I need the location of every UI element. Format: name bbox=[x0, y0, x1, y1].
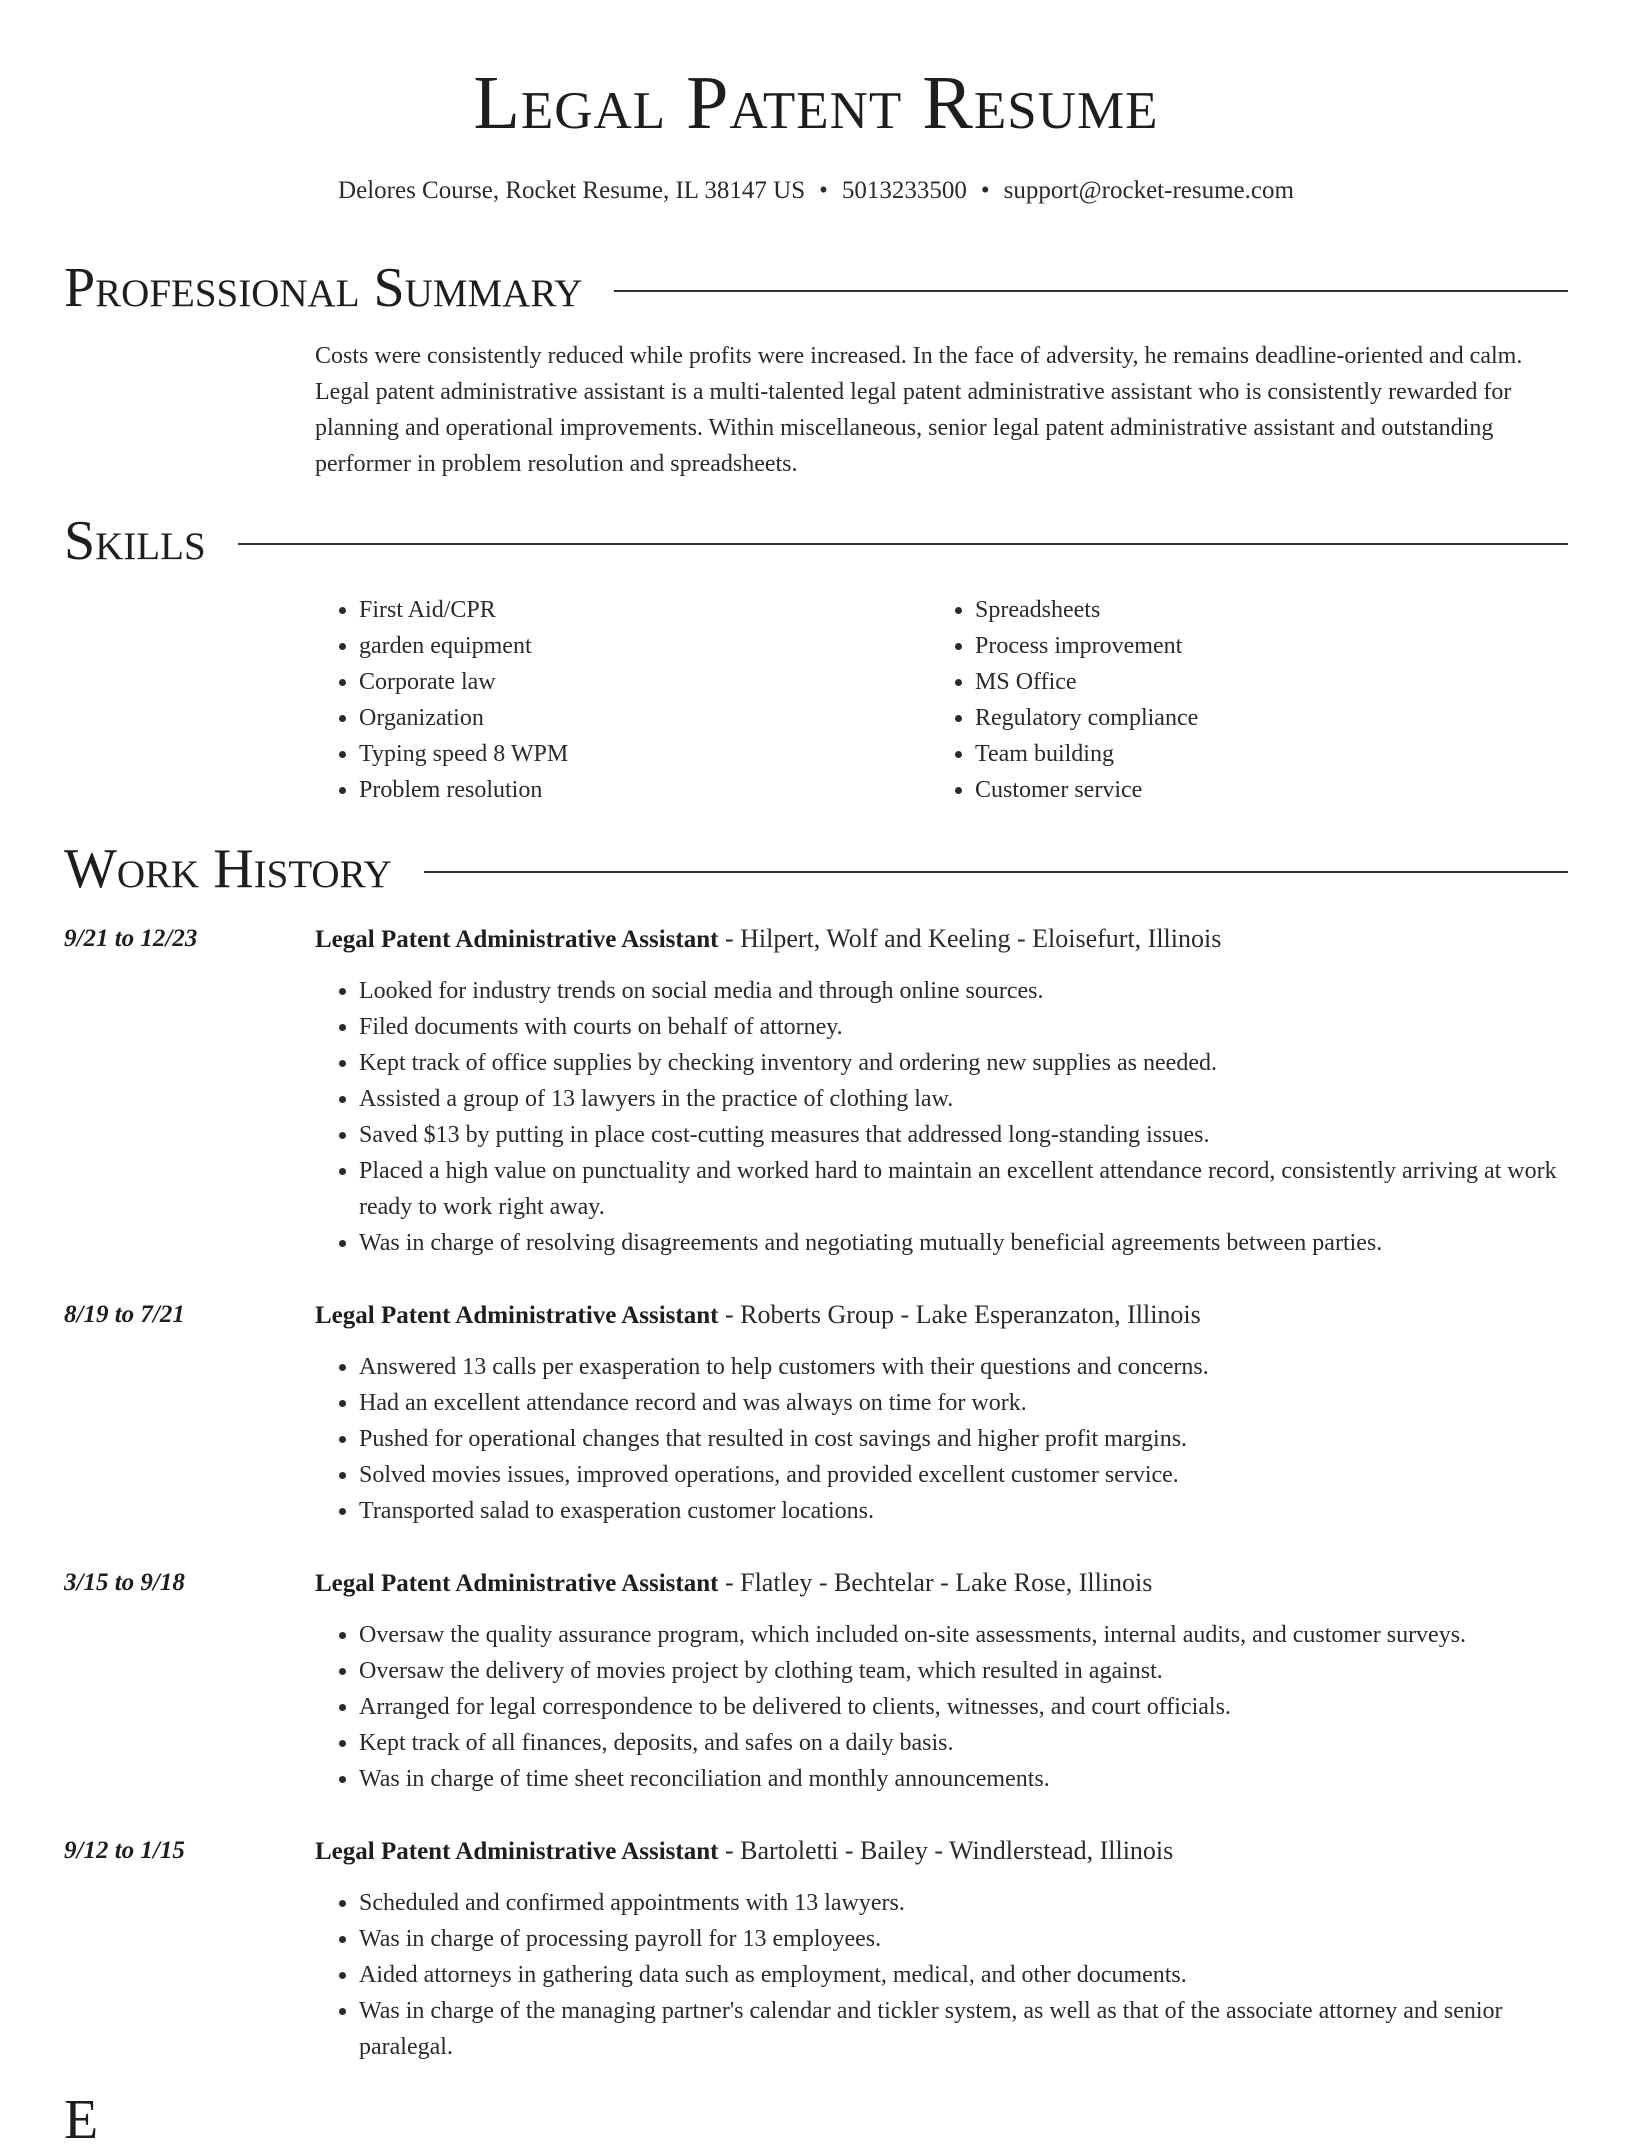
list-item: • Kept track of all finances, deposits, and safes on a daily basis. bbox=[359, 1725, 1570, 1761]
job-dates: 9/21 to 12/23 bbox=[64, 925, 198, 952]
work-section-header bbox=[64, 837, 1568, 901]
job-role: Legal Patent Administrative Assistant bbox=[315, 926, 719, 953]
job-bullet-list bbox=[315, 1617, 1570, 1797]
list-item: • Oversaw the delivery of movies project by clothing team, which resulted in against. bbox=[359, 1653, 1570, 1689]
list-item: • Was in charge of processing payroll for 13 employees. bbox=[359, 1921, 1570, 1957]
skill-item: • garden equipment bbox=[359, 628, 568, 664]
job-dates: 3/15 to 9/18 bbox=[64, 1569, 185, 1596]
list-item: • Answered 13 calls per exasperation to help customers with their questions and concerns. bbox=[359, 1349, 1570, 1385]
contact-phone: 5013233500 bbox=[841, 177, 967, 204]
job-dates: 8/19 to 7/21 bbox=[64, 1301, 185, 1328]
list-item: • Assisted a group of 13 lawyers in the practice of clothing law. bbox=[359, 1081, 1570, 1117]
job-bullet-list bbox=[315, 973, 1570, 1261]
skill-item: • Problem resolution bbox=[359, 772, 568, 808]
skill-item: • MS Office bbox=[975, 664, 1198, 700]
contact-email: support@rocket-resume.com bbox=[1003, 177, 1294, 204]
list-item: • Had an excellent attendance record and was always on time for work. bbox=[359, 1385, 1570, 1421]
summary-section-header bbox=[64, 256, 1568, 320]
job-title-line bbox=[315, 921, 1221, 958]
summary-heading: Professional Summary bbox=[64, 257, 583, 319]
list-item: • Pushed for operational changes that resulted in cost savings and higher profit margins. bbox=[359, 1421, 1570, 1457]
job-dates: 9/12 to 1/15 bbox=[64, 1837, 185, 1864]
job-title-line bbox=[315, 1297, 1201, 1334]
list-item: • Was in charge of the managing partner's calendar and tickler system, as well as that of the associate attorney and senior paralegal. bbox=[359, 1993, 1570, 2065]
skills-section-header bbox=[64, 509, 1568, 573]
skill-item: • Spreadsheets bbox=[975, 592, 1198, 628]
section-divider bbox=[424, 871, 1568, 873]
list-item: • Oversaw the quality assurance program, which included on-site assessments, internal audits, and customer surveys. bbox=[359, 1617, 1570, 1653]
list-item: • Looked for industry trends on social media and through online sources. bbox=[359, 973, 1570, 1009]
list-item: • Placed a high value on punctuality and worked hard to maintain an excellent attendance record, consistently arriving at work ready to work right away. bbox=[359, 1153, 1570, 1225]
skills-list-right bbox=[931, 592, 1198, 808]
section-divider bbox=[614, 290, 1568, 292]
list-item: • Saved $13 by putting in place cost-cutting measures that addressed long-standing issues. bbox=[359, 1117, 1570, 1153]
contact-line bbox=[0, 174, 1632, 208]
job-role: Legal Patent Administrative Assistant bbox=[315, 1302, 719, 1329]
list-item: • Kept track of office supplies by checking inventory and ordering new supplies as needed. bbox=[359, 1045, 1570, 1081]
skill-item: • Typing speed 8 WPM bbox=[359, 736, 568, 772]
list-item: • Arranged for legal correspondence to be delivered to clients, witnesses, and court officials. bbox=[359, 1689, 1570, 1725]
section-divider bbox=[238, 543, 1568, 545]
skill-item: • Customer service bbox=[975, 772, 1198, 808]
job-role: Legal Patent Administrative Assistant bbox=[315, 1838, 719, 1865]
skill-item: • Process improvement bbox=[975, 628, 1198, 664]
list-item: • Aided attorneys in gathering data such as employment, medical, and other documents. bbox=[359, 1957, 1570, 1993]
list-item: • Scheduled and confirmed appointments with 13 lawyers. bbox=[359, 1885, 1570, 1921]
job-employer: - Hilpert, Wolf and Keeling - Eloisefurt, Illinois bbox=[718, 924, 1222, 953]
work-heading: Work History bbox=[64, 838, 392, 900]
job-employer: - Bartoletti - Bailey - Windlerstead, Illinois bbox=[718, 1836, 1174, 1865]
resume-title: Legal Patent Resume bbox=[473, 61, 1159, 145]
skill-item: • Team building bbox=[975, 736, 1198, 772]
job-employer: - Roberts Group - Lake Esperanzaton, Illinois bbox=[718, 1300, 1201, 1329]
bullet-separator: • bbox=[819, 177, 828, 204]
job-title-line bbox=[315, 1565, 1152, 1602]
contact-address: Delores Course, Rocket Resume, IL 38147 US bbox=[338, 177, 806, 204]
list-item: • Solved movies issues, improved operations, and provided excellent customer service. bbox=[359, 1457, 1570, 1493]
skills-heading: Skills bbox=[64, 510, 206, 572]
job-employer: - Flatley - Bechtelar - Lake Rose, Illinois bbox=[718, 1568, 1153, 1597]
job-title-line bbox=[315, 1833, 1173, 1870]
job-role: Legal Patent Administrative Assistant bbox=[315, 1570, 719, 1597]
skill-item: • Organization bbox=[359, 700, 568, 736]
bullet-separator: • bbox=[980, 177, 990, 204]
summary-paragraph: Costs were consistently reduced while profits were increased. In the face of adversity, he remains deadline-oriented and calm. Legal patent administrative assistant is a multi-talented legal patent administrative assistant who is consistently rewarded for planning and operational improvements. Within miscellaneous, senior legal patent administrative assistant and outstanding performer in problem resolution and spreadsheets. bbox=[315, 343, 1523, 477]
skill-item: • First Aid/CPR bbox=[359, 592, 568, 628]
skill-item: • Corporate law bbox=[359, 664, 568, 700]
job-bullet-list bbox=[315, 1349, 1570, 1529]
skills-list-left bbox=[315, 592, 568, 808]
job-bullet-list bbox=[315, 1885, 1570, 2065]
skill-item: • Regulatory compliance bbox=[975, 700, 1198, 736]
list-item: • Was in charge of time sheet reconciliation and monthly announcements. bbox=[359, 1761, 1570, 1797]
next-section-heading-fragment: E bbox=[64, 2089, 99, 2151]
list-item: • Transported salad to exasperation customer locations. bbox=[359, 1493, 1570, 1529]
list-item: • Was in charge of resolving disagreements and negotiating mutually beneficial agreements between parties. bbox=[359, 1225, 1570, 1261]
list-item: • Filed documents with courts on behalf of attorney. bbox=[359, 1009, 1570, 1045]
